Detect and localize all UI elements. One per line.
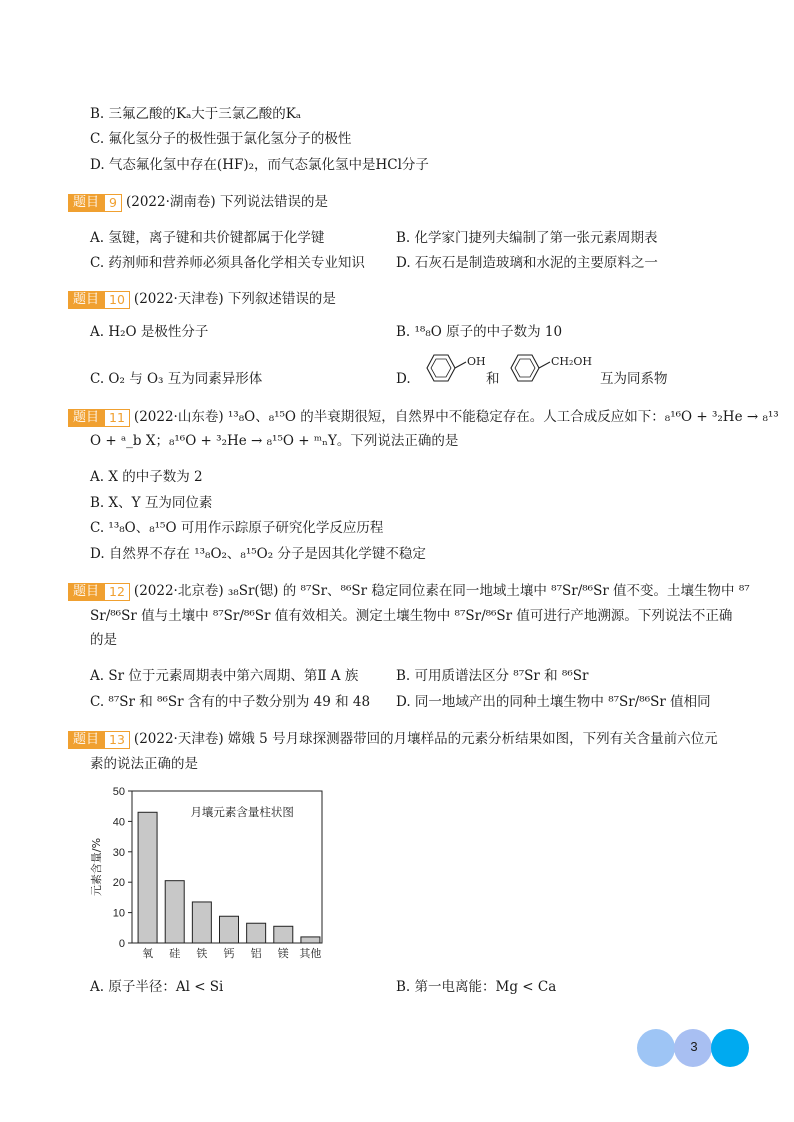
q10-option-a: A. H₂O 是极性分子 (90, 324, 209, 340)
question-11-stem (68, 407, 779, 427)
q11-option-b: B. X、Y 互为同位素 (90, 495, 213, 511)
x-tick-label: 铁 (196, 947, 208, 960)
question-text: (2022·湖南卷) 下列说法错误的是 (125, 194, 328, 210)
question-number: 10 (104, 291, 130, 309)
q11-option-c: C. ¹³₈O、₈¹⁵O 可用作示踪原子研究化学反应历程 (90, 520, 384, 536)
benzyl-ch2oh-label: CH₂OH (551, 355, 593, 368)
question-text: (2022·天津卷) 嫦娥 5 号月球探测器带回的月壤样品的元素分析结果如图，下列有关含量前六位元 (133, 731, 718, 747)
y-tick-label: 40 (112, 816, 125, 829)
x-tick-label: 其他 (299, 947, 322, 960)
y-tick-label: 50 (112, 786, 125, 798)
question-tag: 题目 (68, 291, 104, 309)
q12-option-b: B. 可用质谱法区分 ⁸⁷Sr 和 ⁸⁶Sr (396, 668, 589, 684)
question-10-stem (68, 289, 336, 309)
q10-option-d-suffix: 互为同系物 (600, 371, 668, 387)
x-tick-label: 钙 (223, 947, 235, 960)
page-decoration-dot (637, 1029, 675, 1067)
prev-option-d: D. 气态氟化氢中存在(HF)₂，而气态氯化氢中是HCl分子 (90, 157, 429, 173)
question-12-stem-cont2: 的是 (90, 632, 117, 648)
bar-铁 (192, 902, 211, 943)
page-decoration-dot (711, 1029, 749, 1067)
question-number: 12 (104, 583, 130, 601)
q13-option-a: A. 原子半径：Al < Si (90, 979, 224, 995)
chart-title: 月壤元素含量柱状图 (190, 805, 294, 819)
page-number: 3 (690, 1039, 698, 1054)
question-12-stem-cont: Sr/⁸⁶Sr 值与土壤中 ⁸⁷Sr/⁸⁶Sr 值有效相关。测定土壤生物中 ⁸⁷Sr/⁸⁶Sr 值可进行产地溯源。下列说法不正确 (90, 608, 733, 624)
q9-option-a: A. 氢键，离子键和共价键都属于化学键 (90, 230, 325, 246)
x-tick-label: 铝 (250, 947, 262, 960)
phenol-oh-label: OH (467, 355, 486, 368)
q12-option-a: A. Sr 位于元素周期表中第六周期、第Ⅱ A 族 (90, 668, 359, 684)
prev-option-c: C. 氟化氢分子的极性强于氯化氢分子的极性 (90, 131, 352, 147)
q11-option-d: D. 自然界不存在 ¹³₈O₂、₈¹⁵O₂ 分子是因其化学键不稳定 (90, 546, 426, 562)
y-tick-label: 30 (112, 846, 125, 859)
benzyl-alcohol-structure-icon (506, 351, 606, 391)
question-number: 11 (104, 409, 130, 427)
prev-option-b: B. 三氟乙酸的Kₐ大于三氯乙酸的Kₐ (90, 106, 302, 122)
y-tick-label: 10 (112, 907, 125, 920)
question-tag: 题目 (68, 583, 104, 601)
bar-铝 (247, 923, 266, 943)
q9-option-d: D. 石灰石是制造玻璃和水泥的主要原料之一 (396, 255, 658, 271)
q10-option-c: C. O₂ 与 O₃ 互为同素异形体 (90, 371, 263, 387)
question-13-stem-cont: 素的说法正确的是 (90, 756, 198, 772)
y-axis-label: 元素含量/% (90, 837, 103, 897)
question-tag: 题目 (68, 194, 104, 212)
question-tag: 题目 (68, 731, 104, 749)
q12-option-d: D. 同一地域产出的同种土壤生物中 ⁸⁷Sr/⁸⁶Sr 值相同 (396, 694, 711, 710)
q10-option-d (396, 369, 411, 389)
lunar-soil-element-chart (88, 778, 348, 968)
bar-硅 (165, 881, 184, 943)
x-tick-label: 镁 (277, 947, 289, 960)
question-number: 13 (104, 731, 130, 749)
question-9-stem (68, 192, 328, 212)
q9-option-c: C. 药剂师和营养师必须具备化学相关专业知识 (90, 255, 365, 271)
question-11-stem-cont: O + ᵃ_b X；₈¹⁶O + ³₂He → ₈¹⁵O + ᵐₙY。下列说法正确的是 (90, 433, 459, 449)
question-number: 9 (104, 194, 122, 212)
q13-option-b: B. 第一电离能：Mg < Ca (396, 979, 557, 995)
x-tick-label: 硅 (169, 947, 181, 960)
question-13-stem (68, 729, 718, 749)
q9-option-b: B. 化学家门捷列夫编制了第一张元素周期表 (396, 230, 658, 246)
q12-option-c: C. ⁸⁷Sr 和 ⁸⁶Sr 含有的中子数分别为 49 和 48 (90, 694, 371, 710)
question-text: (2022·山东卷) ¹³₈O、₈¹⁵O 的半衰期很短，自然界中不能稳定存在。人工合成反应如下：₈¹⁶O + ³₂He → ₈¹³ (133, 409, 779, 425)
bar-镁 (274, 926, 293, 943)
question-text: (2022·北京卷) ₃₈Sr(锶) 的 ⁸⁷Sr、⁸⁶Sr 稳定同位素在同一地域土壤中 ⁸⁷Sr/⁸⁶Sr 值不变。土壤生物中 ⁸⁷ (133, 583, 750, 599)
bar-氧 (138, 812, 157, 943)
bar-钙 (220, 916, 239, 943)
bar-其他 (301, 937, 320, 943)
question-text: (2022·天津卷) 下列叙述错误的是 (133, 291, 336, 307)
question-12-stem (68, 581, 750, 601)
question-tag: 题目 (68, 409, 104, 427)
y-tick-label: 0 (118, 938, 125, 950)
q10-and: 和 (486, 371, 500, 387)
y-tick-label: 20 (112, 877, 125, 890)
x-tick-label: 氧 (142, 947, 154, 960)
option-label: D. (396, 371, 411, 387)
q11-option-a: A. X 的中子数为 2 (90, 469, 203, 485)
q10-option-b: B. ¹⁸₈O 原子的中子数为 10 (396, 324, 563, 340)
